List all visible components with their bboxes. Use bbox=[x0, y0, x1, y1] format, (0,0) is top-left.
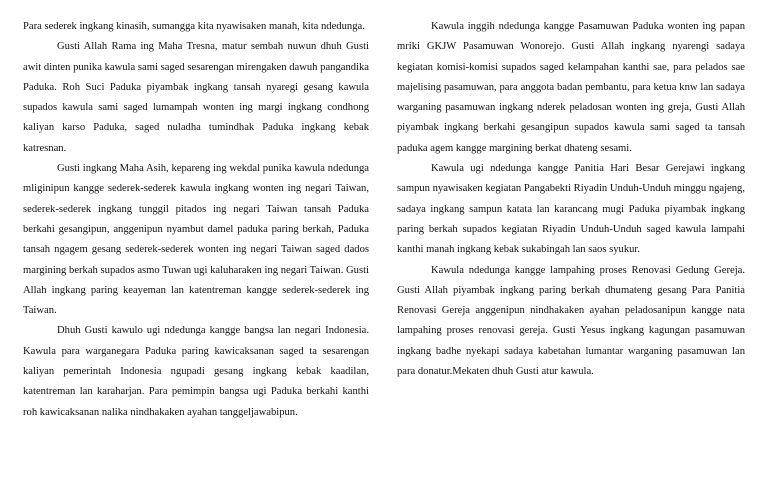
paragraph: Gusti ingkang Maha Asih, kepareng ing wekdal punika kawula ndedunga mliginipun kangge sederek-sederek kawula ingkang wonten ing negari Taiwan, sederek-sederek ingkang tunggil pitados ing negari Taiwan tansah Paduka berkahi gesangipun, anggenipun nyambut damel paduka paring berkah, Paduka tansah ngagem gesang sederek-sederek wonten ing negari Taiwan saged dados margining berkah supados asmo Tuwan ugi kaluharaken ing negari Taiwan. Gusti Allah ingkang paring keayeman lan katentreman kangge sederek-sederek ing Taiwan. bbox=[23, 163, 369, 317]
paragraph: Kawula ugi ndedunga kangge Panitia Hari Besar Gerejawi ingkang sampun nyawisaken kegiatan Pangabekti Riyadin Unduh-Unduh minggu ngajeng, sadaya ingkang sampun katata lan karancang mugi Paduka piyambak ingkang paring berkah supados kegiatan Riyadin Unduh-Unduh saged kawula lampahi kanthi manah ingkang kebak sukabingah lan saos syukur. bbox=[397, 163, 745, 256]
right-column bbox=[397, 17, 745, 382]
paragraph: Para sederek ingkang kinasih, sumangga kita nyawisaken manah, kita ndedunga. bbox=[23, 21, 365, 32]
paragraph: Kawula inggih ndedunga kangge Pasamuwan Paduka wonten ing papan mriki GKJW Pasamuwan Wonorejo. Gusti Allah ingkang nyarengi sadaya kegiatan komisi-komisi supados saged kelampahan kanthi sae, para pelados sae majelising pasamuwan, para anggota badan pembantu, para ketua knw lan sadaya warganing pasamuwan ingkang nderek peladosan wonten ing greja, Gusti Allah piyambak ingkang berkahi gesangipun supados kawula sami saged ta tansah paduka agem kangge margining berkat dhateng sesami. bbox=[397, 21, 745, 154]
paragraph: Dhuh Gusti kawulo ugi ndedunga kangge bangsa lan negari Indonesia. Kawula para warganegara Paduka paring kawicaksanan saged ta sesarengan kaliyan pemerintah Indonesia ngupadi gesang ingkang kebak kaadilan, katentreman lan karaharjan. Para pemimpin bangsa ugi Paduka berkahi kanthi roh kawicaksanan nalika nindhakaken ayahan tanggeljawabipun. bbox=[23, 325, 369, 418]
paragraph: Kawula ndedunga kangge lampahing proses Renovasi Gedung Gereja. Gusti Allah piyambak ingkang paring berkah dhumateng gesang Para Panitia Renovasi Gereja anggenipun nindhakaken ayahan peladosanipun kangge nata lampahing proses renovasi gereja. Gusti Yesus ingkang kagungan pasamuwan ingkang badhe nyekapi sadaya kabetahan lumantar warganing pasamuwan lan para donatur.Mekaten dhuh Gusti atur kawula. bbox=[397, 264, 745, 378]
left-column bbox=[23, 17, 369, 423]
paragraph: Gusti Allah Rama ing Maha Tresna, matur sembah nuwun dhuh Gusti awit dinten punika kawula sami saged sesarengan mirengaken dawuh pangandika Paduka. Roh Suci Paduka piyambak ingkang tansah nyaregi gesang kawula supados kawula sami saged lumampah wonten ing margi ingkang condhong kaliyan karso Paduka, saged nuladha tumindhak Paduka ingkang kebak katresnan. bbox=[23, 41, 369, 154]
